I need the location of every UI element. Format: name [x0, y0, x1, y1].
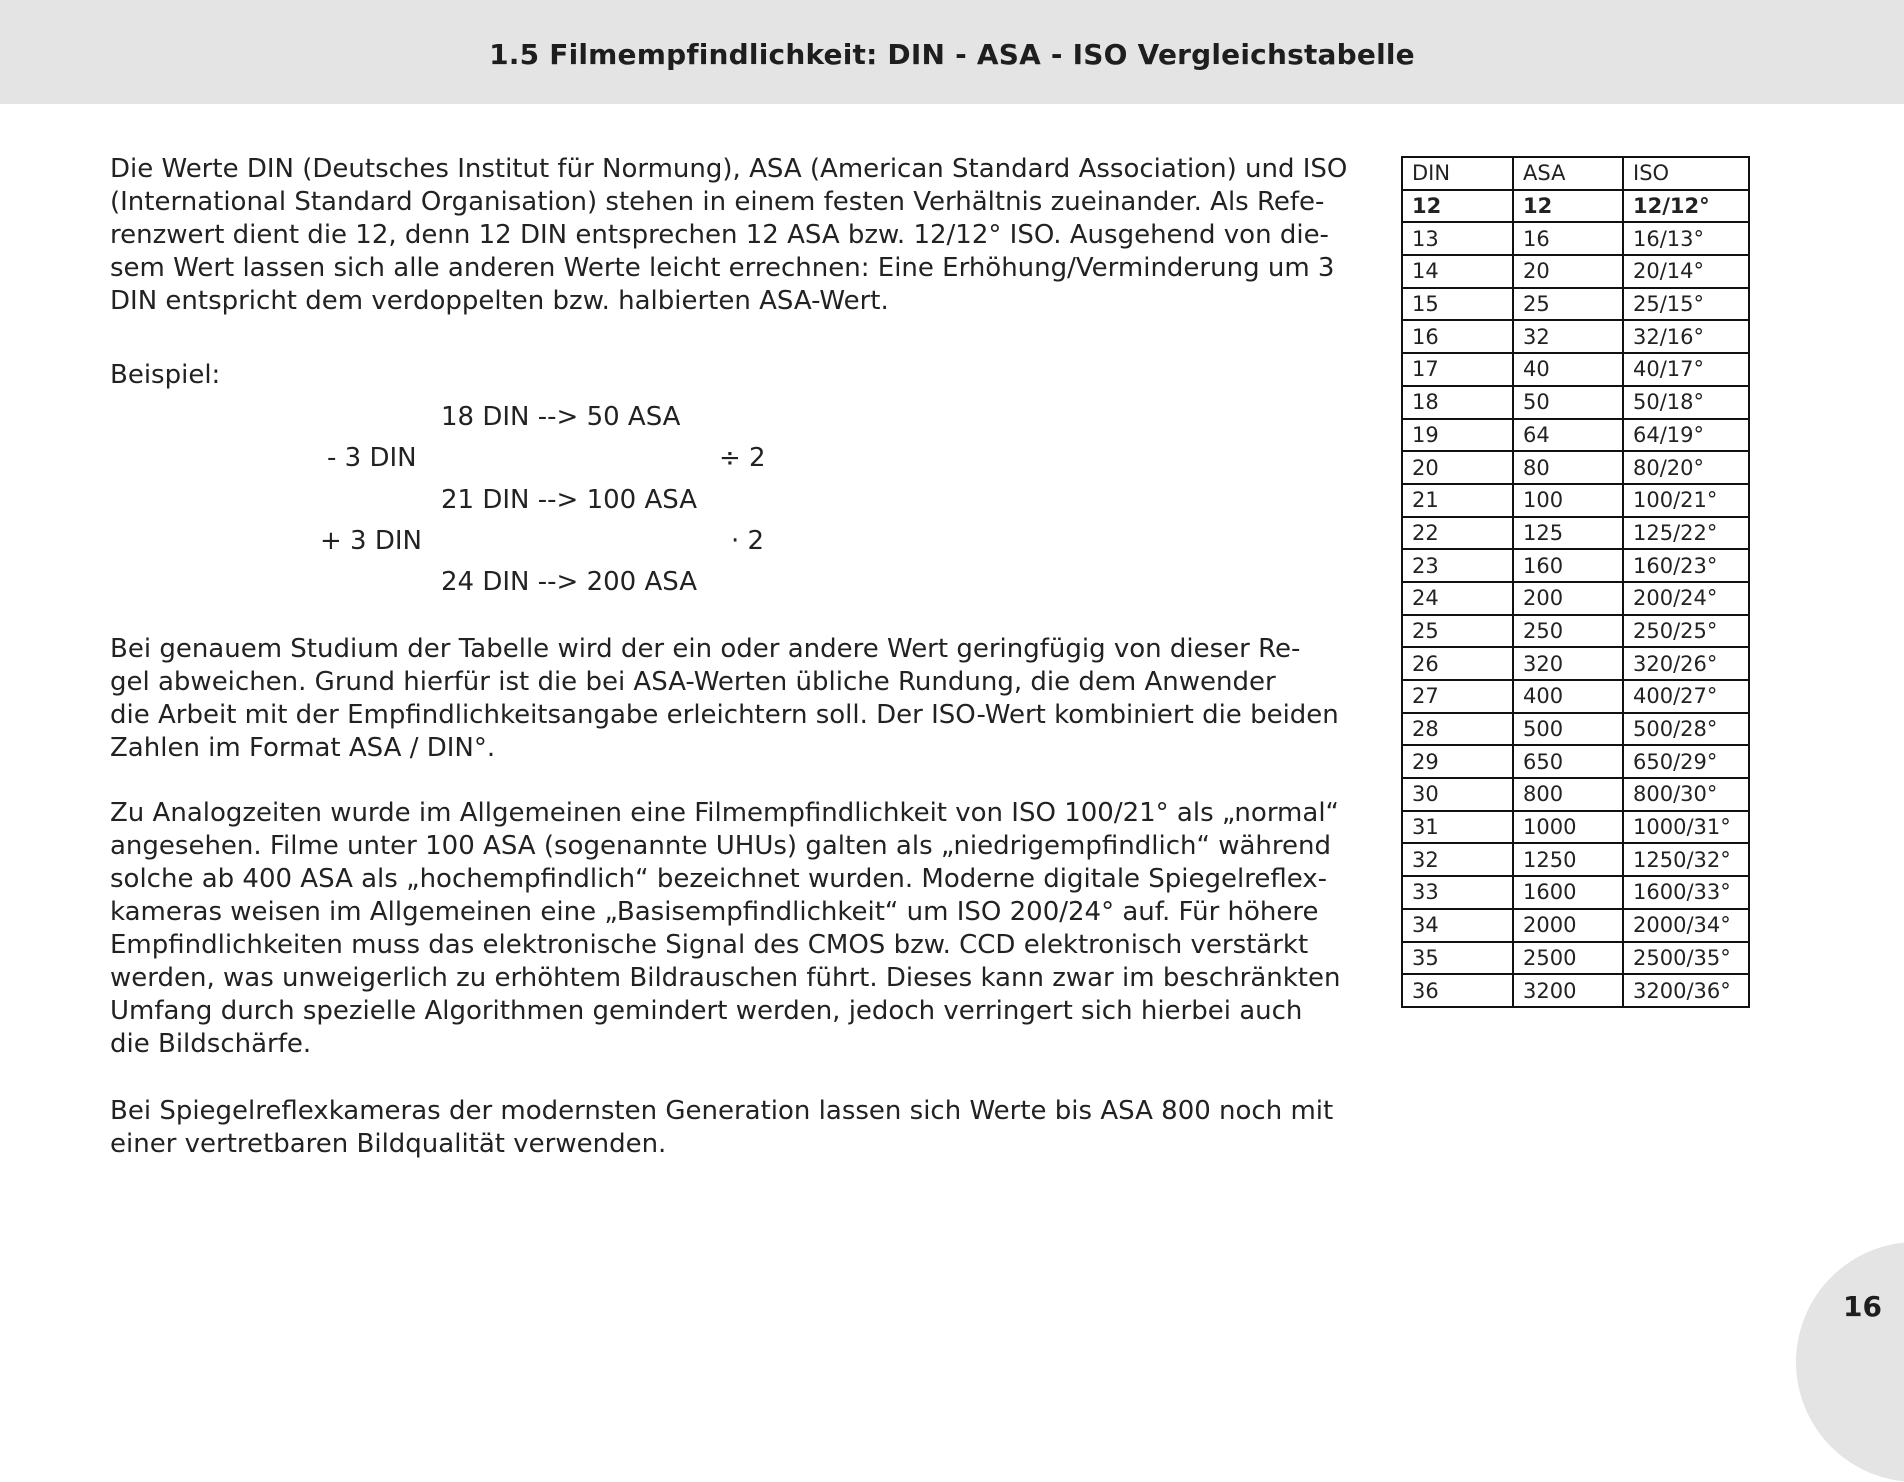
- cell-asa: 160: [1513, 549, 1623, 582]
- page-corner: [1796, 1242, 1904, 1482]
- cell-asa: 800: [1513, 778, 1623, 811]
- table-row: [1402, 190, 1749, 223]
- cell-din: 22: [1402, 517, 1513, 550]
- cell-asa: 25: [1513, 288, 1623, 321]
- cell-asa: 1600: [1513, 876, 1623, 909]
- cell-iso: 2000/34°: [1623, 909, 1749, 942]
- cell-din: 14: [1402, 255, 1513, 288]
- cell-iso: 320/26°: [1623, 647, 1749, 680]
- header-asa: ASA: [1513, 157, 1623, 190]
- cell-din: 30: [1402, 778, 1513, 811]
- header-din: DIN: [1402, 157, 1513, 190]
- table-row: [1402, 974, 1749, 1007]
- table-row: [1402, 582, 1749, 615]
- intro-paragraph: Die Werte DIN (Deutsches Institut für Normung), ASA (American Standard Association) und ISO (International Standard Organisation) stehen in einem festen Verhältnis zueinander. Als Refe- renzwert dient die 12, denn 12 DIN entsprechen 12 ASA bzw. 12/12° ISO. Ausgehend von die- sem Wert lassen sich alle anderen Werte leicht errechnen: Eine Erhöhung/Verminderung um 3 DIN entspricht dem verdoppelten bzw. halbierten ASA-Wert.: [110, 154, 1348, 316]
- cell-asa: 500: [1513, 713, 1623, 746]
- cell-iso: 16/13°: [1623, 222, 1749, 255]
- cell-iso: 800/30°: [1623, 778, 1749, 811]
- table-header-row: [1402, 157, 1749, 190]
- table-row: [1402, 843, 1749, 876]
- table-row: [1402, 615, 1749, 648]
- cell-iso: 1600/33°: [1623, 876, 1749, 909]
- table-row: [1402, 484, 1749, 517]
- cell-din: 32: [1402, 843, 1513, 876]
- cell-iso: 50/18°: [1623, 386, 1749, 419]
- cell-iso: 1250/32°: [1623, 843, 1749, 876]
- cell-din: 35: [1402, 942, 1513, 975]
- table-row: [1402, 386, 1749, 419]
- example-label: Beispiel:: [110, 360, 221, 390]
- din-asa-iso-table: [1401, 156, 1750, 1008]
- example-step-1-asa: ÷ 2: [719, 443, 766, 473]
- cell-iso: 32/16°: [1623, 320, 1749, 353]
- cell-din: 19: [1402, 419, 1513, 452]
- cell-asa: 100: [1513, 484, 1623, 517]
- cell-din: 21: [1402, 484, 1513, 517]
- cell-asa: 32: [1513, 320, 1623, 353]
- cell-din: 27: [1402, 680, 1513, 713]
- cell-asa: 80: [1513, 451, 1623, 484]
- table-row: [1402, 680, 1749, 713]
- cell-iso: 200/24°: [1623, 582, 1749, 615]
- cell-iso: 1000/31°: [1623, 811, 1749, 844]
- cell-din: 13: [1402, 222, 1513, 255]
- cell-din: 18: [1402, 386, 1513, 419]
- cell-asa: 200: [1513, 582, 1623, 615]
- table-row: [1402, 419, 1749, 452]
- page-title: 1.5 Filmempfindlichkeit: DIN - ASA - ISO Vergleichstabelle: [489, 38, 1415, 71]
- table-row: [1402, 811, 1749, 844]
- table-row: [1402, 942, 1749, 975]
- cell-asa: 1250: [1513, 843, 1623, 876]
- cell-din: 16: [1402, 320, 1513, 353]
- page-number: 16: [1843, 1290, 1882, 1323]
- cell-asa: 64: [1513, 419, 1623, 452]
- table-row: [1402, 222, 1749, 255]
- cell-iso: 40/17°: [1623, 353, 1749, 386]
- cell-din: 28: [1402, 713, 1513, 746]
- table-row: [1402, 647, 1749, 680]
- cell-din: 17: [1402, 353, 1513, 386]
- example-step-2-asa: · 2: [731, 526, 765, 556]
- cell-iso: 80/20°: [1623, 451, 1749, 484]
- cell-asa: 16: [1513, 222, 1623, 255]
- cell-din: 31: [1402, 811, 1513, 844]
- cell-asa: 400: [1513, 680, 1623, 713]
- cell-din: 25: [1402, 615, 1513, 648]
- table-row: [1402, 288, 1749, 321]
- cell-iso: 160/23°: [1623, 549, 1749, 582]
- table-row: [1402, 255, 1749, 288]
- table-row: [1402, 549, 1749, 582]
- cell-asa: 40: [1513, 353, 1623, 386]
- cell-din: 33: [1402, 876, 1513, 909]
- cell-din: 24: [1402, 582, 1513, 615]
- cell-iso: 125/22°: [1623, 517, 1749, 550]
- example-line-1: 18 DIN --> 50 ASA: [441, 402, 681, 432]
- cell-iso: 64/19°: [1623, 419, 1749, 452]
- table-row: [1402, 778, 1749, 811]
- cell-din: 12: [1402, 190, 1513, 223]
- cell-din: 26: [1402, 647, 1513, 680]
- modern-paragraph: Bei Spiegelreflexkameras der modernsten Generation lassen sich Werte bis ASA 800 noch mit einer vertretbaren Bildqualität verwenden.: [110, 1096, 1334, 1159]
- cell-iso: 650/29°: [1623, 745, 1749, 778]
- cell-din: 29: [1402, 745, 1513, 778]
- cell-asa: 650: [1513, 745, 1623, 778]
- cell-asa: 250: [1513, 615, 1623, 648]
- table-row: [1402, 909, 1749, 942]
- cell-asa: 2500: [1513, 942, 1623, 975]
- table-row: [1402, 876, 1749, 909]
- cell-iso: 3200/36°: [1623, 974, 1749, 1007]
- table-row: [1402, 517, 1749, 550]
- cell-din: 34: [1402, 909, 1513, 942]
- cell-asa: 50: [1513, 386, 1623, 419]
- cell-iso: 100/21°: [1623, 484, 1749, 517]
- header-iso: ISO: [1623, 157, 1749, 190]
- cell-iso: 400/27°: [1623, 680, 1749, 713]
- cell-asa: 3200: [1513, 974, 1623, 1007]
- cell-din: 36: [1402, 974, 1513, 1007]
- cell-iso: 25/15°: [1623, 288, 1749, 321]
- cell-asa: 1000: [1513, 811, 1623, 844]
- table-row: [1402, 320, 1749, 353]
- cell-iso: 20/14°: [1623, 255, 1749, 288]
- table-row: [1402, 451, 1749, 484]
- cell-iso: 250/25°: [1623, 615, 1749, 648]
- example-line-3: 24 DIN --> 200 ASA: [441, 567, 698, 597]
- cell-din: 23: [1402, 549, 1513, 582]
- cell-iso: 12/12°: [1623, 190, 1749, 223]
- example-step-1-din: - 3 DIN: [327, 443, 417, 473]
- cell-asa: 125: [1513, 517, 1623, 550]
- cell-asa: 320: [1513, 647, 1623, 680]
- cell-asa: 12: [1513, 190, 1623, 223]
- cell-din: 20: [1402, 451, 1513, 484]
- cell-asa: 2000: [1513, 909, 1623, 942]
- cell-iso: 500/28°: [1623, 713, 1749, 746]
- rounding-paragraph: Bei genauem Studium der Tabelle wird der ein oder andere Wert geringfügig von dieser Re- gel abweichen. Grund hierfür ist die bei ASA-Werten übliche Rundung, die dem Anwender die Arbeit mit der Empfindlichkeitsangabe erleichtern soll. Der ISO-Wert kombiniert die beiden Zahlen im Format ASA / DIN°.: [110, 634, 1339, 763]
- analog-paragraph: Zu Analogzeiten wurde im Allgemeinen eine Filmempfindlichkeit von ISO 100/21° als „normal“ angesehen. Filme unter 100 ASA (sogenannte UHUs) galten als „niedrigempfindlich“ während solche ab 400 ASA als „hochempfindlich“ bezeichnet wurden. Moderne digitale Spiegelreflex- kameras weisen im Allgemeinen eine „Basisempfindlichkeit“ um ISO 200/24° auf. Für höhere Empfindlichkeiten muss das elektronische Signal des CMOS bzw. CCD elektronisch verstärkt werden, was unweigerlich zu erhöhtem Bildrauschen führt. Dieses kann zwar im beschränkten Umfang durch spezielle Algorithmen gemindert werden, jedoch verringert sich hierbei auch die Bildschärfe.: [110, 798, 1341, 1059]
- cell-din: 15: [1402, 288, 1513, 321]
- example-line-2: 21 DIN --> 100 ASA: [441, 485, 698, 515]
- table-row: [1402, 745, 1749, 778]
- cell-iso: 2500/35°: [1623, 942, 1749, 975]
- table-row: [1402, 353, 1749, 386]
- table-row: [1402, 713, 1749, 746]
- cell-asa: 20: [1513, 255, 1623, 288]
- example-step-2-din: + 3 DIN: [320, 526, 422, 556]
